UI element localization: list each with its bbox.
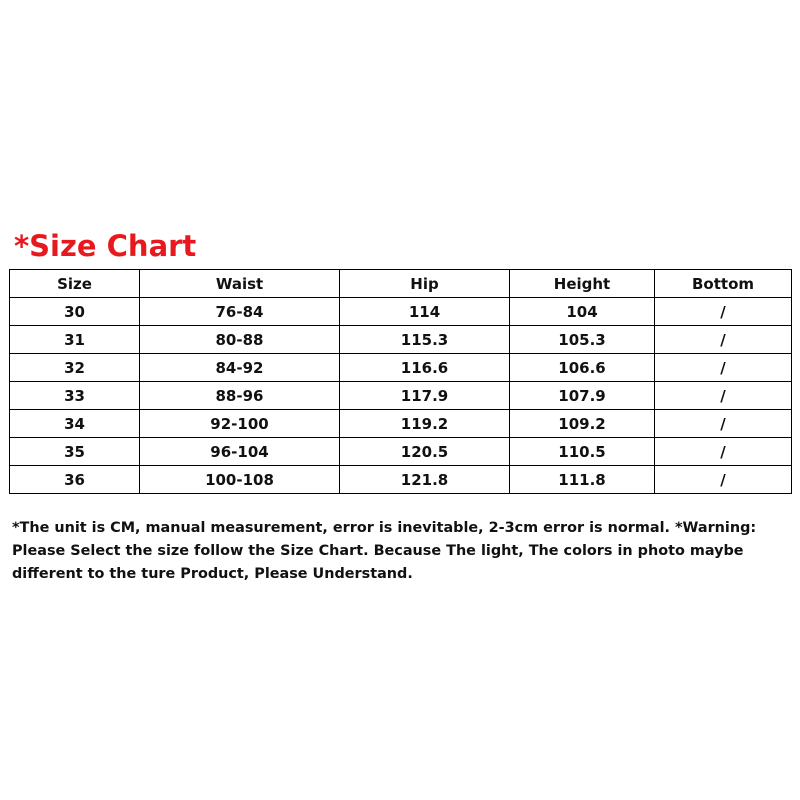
- table-row: [10, 354, 792, 382]
- height-cell: 106.6: [510, 354, 655, 382]
- bottom-cell: /: [655, 326, 792, 354]
- hip-cell: 121.8: [340, 466, 510, 494]
- height-cell: 109.2: [510, 410, 655, 438]
- waist-cell: 96-104: [140, 438, 340, 466]
- height-cell: 111.8: [510, 466, 655, 494]
- size-cell: 35: [10, 438, 140, 466]
- bottom-cell: /: [655, 382, 792, 410]
- bottom-cell: /: [655, 354, 792, 382]
- size-cell: 32: [10, 354, 140, 382]
- column-header-hip: Hip: [340, 270, 510, 298]
- waist-cell: 100-108: [140, 466, 340, 494]
- bottom-cell: /: [655, 466, 792, 494]
- bottom-cell: /: [655, 438, 792, 466]
- bottom-cell: /: [655, 298, 792, 326]
- table-header-row: [10, 270, 792, 298]
- size-cell: 33: [10, 382, 140, 410]
- measurement-note: [12, 517, 788, 586]
- column-header-waist: Waist: [140, 270, 340, 298]
- hip-cell: 117.9: [340, 382, 510, 410]
- note-line: *The unit is CM, manual measurement, error is inevitable, 2-3cm error is normal. *Warning:: [12, 520, 757, 536]
- hip-cell: 120.5: [340, 438, 510, 466]
- height-cell: 107.9: [510, 382, 655, 410]
- table-row: [10, 410, 792, 438]
- waist-cell: 92-100: [140, 410, 340, 438]
- note-line: different to the ture Product, Please Understand.: [12, 566, 413, 582]
- column-header-height: Height: [510, 270, 655, 298]
- table-row: [10, 438, 792, 466]
- size-cell: 30: [10, 298, 140, 326]
- size-table: [9, 269, 792, 494]
- size-chart-title: *Size Chart: [14, 229, 197, 263]
- height-cell: 104: [510, 298, 655, 326]
- table-row: [10, 326, 792, 354]
- size-cell: 36: [10, 466, 140, 494]
- hip-cell: 119.2: [340, 410, 510, 438]
- waist-cell: 80-88: [140, 326, 340, 354]
- table-row: [10, 298, 792, 326]
- hip-cell: 116.6: [340, 354, 510, 382]
- column-header-size: Size: [10, 270, 140, 298]
- size-cell: 34: [10, 410, 140, 438]
- note-line: Please Select the size follow the Size Chart. Because The light, The colors in photo maybe: [12, 543, 744, 559]
- height-cell: 105.3: [510, 326, 655, 354]
- waist-cell: 76-84: [140, 298, 340, 326]
- waist-cell: 88-96: [140, 382, 340, 410]
- hip-cell: 114: [340, 298, 510, 326]
- size-cell: 31: [10, 326, 140, 354]
- column-header-bottom: Bottom: [655, 270, 792, 298]
- waist-cell: 84-92: [140, 354, 340, 382]
- height-cell: 110.5: [510, 438, 655, 466]
- table-row: [10, 382, 792, 410]
- bottom-cell: /: [655, 410, 792, 438]
- table-row: [10, 466, 792, 494]
- hip-cell: 115.3: [340, 326, 510, 354]
